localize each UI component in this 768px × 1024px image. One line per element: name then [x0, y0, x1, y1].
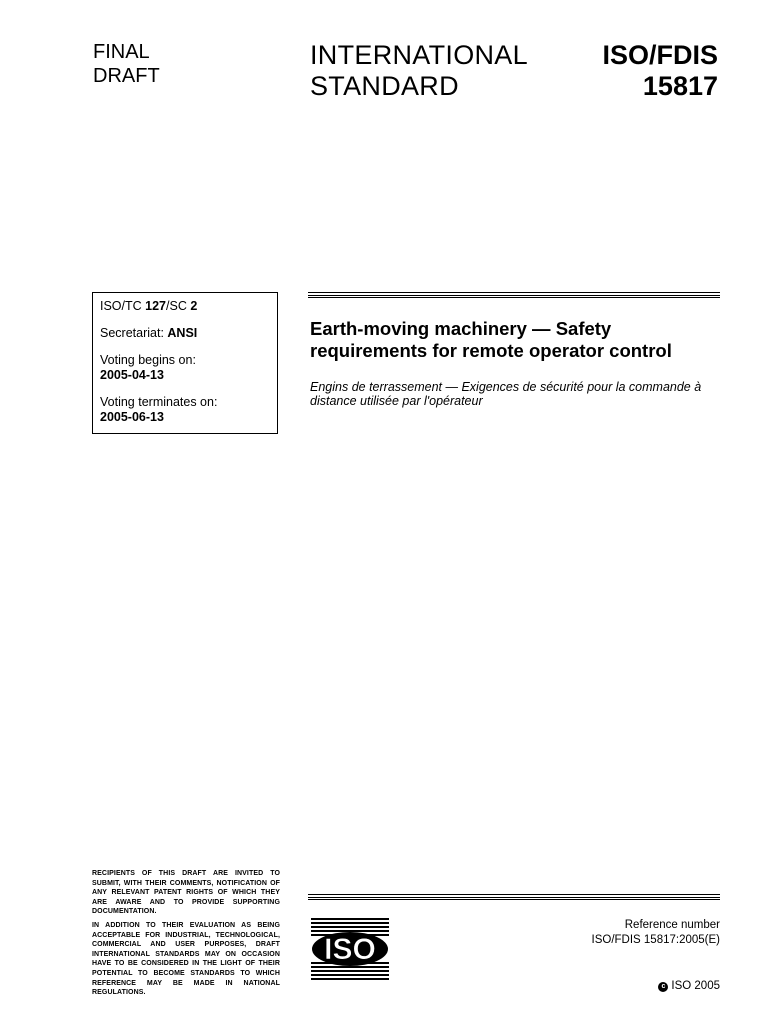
- secretariat: [100, 326, 270, 341]
- copyright-icon: c: [658, 982, 668, 992]
- title-divider: [308, 292, 720, 298]
- copyright-text: ISO 2005: [671, 980, 720, 992]
- type-line-1: INTERNATIONAL: [310, 40, 528, 70]
- voting-begins-label: Voting begins on:: [100, 353, 196, 367]
- type-line-2: STANDARD: [310, 71, 459, 101]
- reference-number: ISO/FDIS 15817:2005(E): [591, 934, 720, 946]
- secretariat-label: Secretariat:: [100, 326, 168, 340]
- footer-divider: [308, 894, 720, 900]
- committee-reference: [100, 299, 270, 314]
- voting-ends-value: 2005-06-13: [100, 410, 164, 424]
- committee-sc-number: 2: [190, 299, 198, 313]
- committee-info-box: [92, 292, 278, 434]
- voting-ends-label: Voting terminates on:: [100, 395, 218, 409]
- doc-number-line-1: ISO/FDIS: [602, 40, 718, 70]
- iso-logo-text: ISO: [324, 933, 376, 966]
- patent-notice: RECIPIENTS OF THIS DRAFT ARE INVITED TO SUBMIT, WITH THEIR COMMENTS, NOTIFICATION OF ANY RELEVANT PATENT RIGHTS OF WHICH THEY ARE AWARE AND TO PROVIDE SUPPORTING DOCUMENTATION.: [92, 870, 280, 916]
- iso-logo: [311, 918, 389, 980]
- document-number: [602, 40, 718, 102]
- voting-ends-date: [100, 410, 270, 425]
- document-title: Earth-moving machinery — Safety requirements for remote operator control: [310, 318, 672, 361]
- voting-begins-value: 2005-04-13: [100, 368, 164, 382]
- reference-block: [592, 918, 720, 948]
- copyright-notice: [658, 979, 720, 994]
- doc-number-line-2: 15817: [642, 71, 718, 101]
- document-title-french: Engins de terrassement — Exigences de sécurité pour la commande à distance utilisée par l'opérateur: [310, 380, 702, 408]
- stage-line-2: DRAFT: [93, 65, 160, 87]
- regulation-notice: IN ADDITION TO THEIR EVALUATION AS BEING ACCEPTABLE FOR INDUSTRIAL, TECHNOLOGICAL, COMMERCIAL AND USER PURPOSES, DRAFT INTERNATIONAL STANDARDS MAY ON OCCASION HAVE TO BE CONSIDERED IN THE LIGHT OF THEIR POTENTIAL TO BECOME STANDARDS TO WHICH REFERENCE MAY BE MADE IN NATIONAL REGULATIONS.: [92, 922, 280, 997]
- document-stage: [93, 40, 160, 88]
- voting-begins-date: [100, 368, 270, 383]
- committee-separator: /SC: [166, 299, 191, 313]
- document-type: [310, 40, 528, 102]
- reference-label: Reference number: [624, 919, 720, 931]
- secretariat-value: ANSI: [167, 326, 198, 340]
- committee-prefix: ISO/TC: [100, 299, 146, 313]
- committee-tc-number: 127: [145, 299, 167, 313]
- stage-line-1: FINAL: [93, 41, 150, 63]
